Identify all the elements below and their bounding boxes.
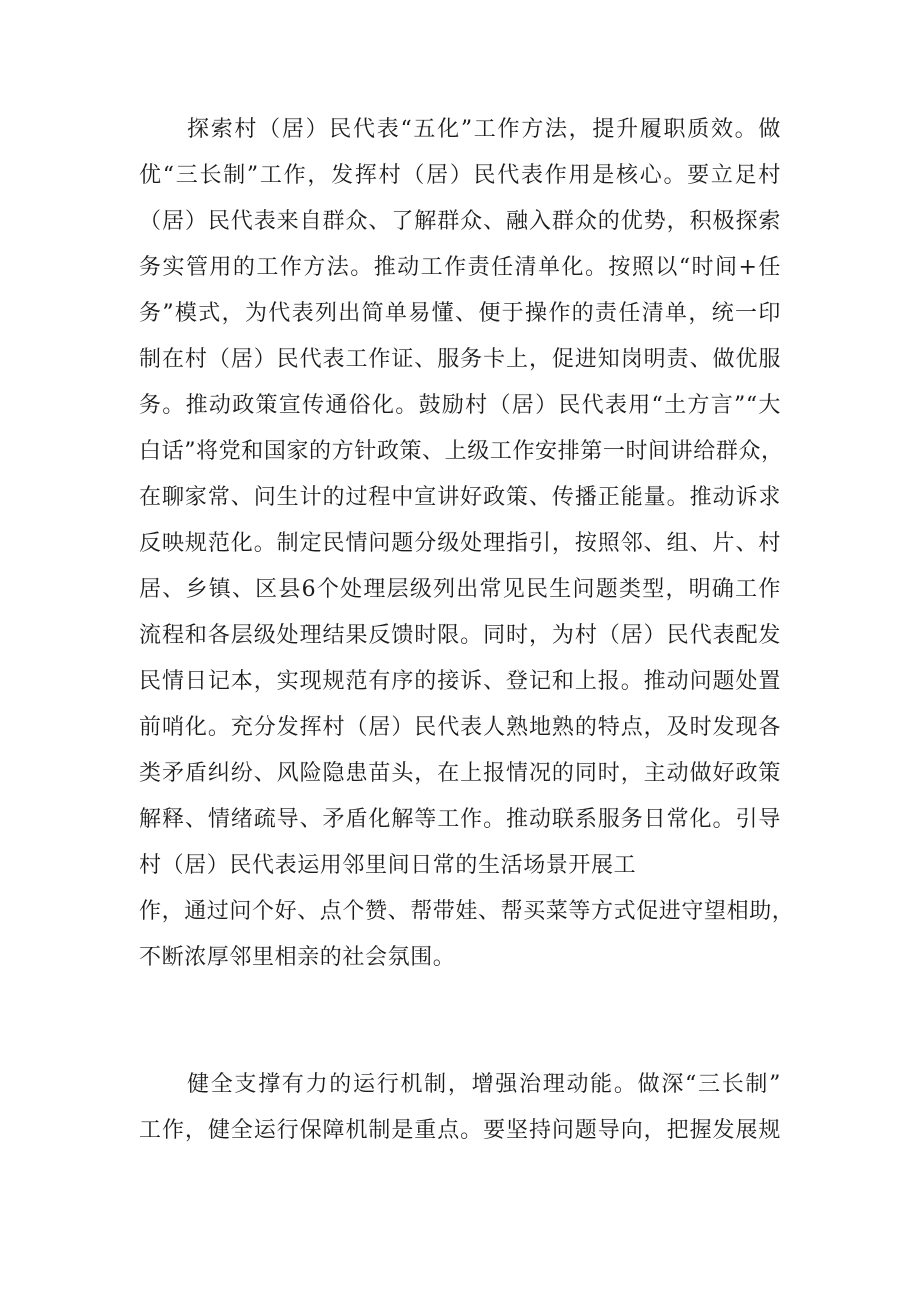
text-line: 务实管用的工作方法。推动工作责任清单化。按照以“时间+任 [139,255,781,280]
text-line: 流程和各层级处理结果反馈时限。同时，为村（居）民代表配发 [139,623,781,648]
text-line: 务。推动政策宣传通俗化。鼓励村（居）民代表用“土方言”“大 [139,393,781,418]
text-line: 白话”将党和国家的方针政策、上级工作安排第一时间讲给群众， [139,439,784,464]
text-line: 制在村（居）民代表工作证、服务卡上，促进知岗明责、做优服 [139,347,781,372]
text-line: 反映规范化。制定民情问题分级处理指引，按照邻、组、片、村 [139,531,781,556]
text-line: （居）民代表来自群众、了解群众、融入群众的优势，积极探索 [139,209,781,234]
text-line: 不断浓厚邻里相亲的社会氛围。 [139,945,456,970]
text-line: 村（居）民代表运用邻里间日常的生活场景开展工 [139,853,637,878]
text-line: 类矛盾纠纷、风险隐患苗头，在上报情况的同时，主动做好政策 [139,761,781,786]
text-line: 优“三长制”工作，发挥村（居）民代表作用是核心。要立足村 [139,163,781,188]
text-line: 健全支撑有力的运行机制，增强治理动能。做深“三长制” [187,1072,781,1097]
text-line: 探索村（居）民代表“五化”工作方法，提升履职质效。做 [187,117,781,142]
text-line: 作，通过问个好、点个赞、帮带娃、帮买菜等方式促进守望相助， [139,899,795,924]
text-line: 民情日记本，实现规范有序的接诉、登记和上报。推动问题处置 [139,669,781,694]
text-line: 前哨化。充分发挥村（居）民代表人熟地熟的特点，及时发现各 [139,715,781,740]
text-line: 务”模式，为代表列出简单易懂、便于操作的责任清单，统一印 [139,301,781,326]
text-line: 居、乡镇、区县6个处理层级列出常见民生问题类型，明确工作 [139,577,781,602]
text-line: 在聊家常、问生计的过程中宣讲好政策、传播正能量。推动诉求 [139,485,781,510]
text-line: 工作，健全运行保障机制是重点。要坚持问题导向，把握发展规 [139,1118,781,1143]
text-line: 解释、情绪疏导、矛盾化解等工作。推动联系服务日常化。引导 [139,807,781,832]
